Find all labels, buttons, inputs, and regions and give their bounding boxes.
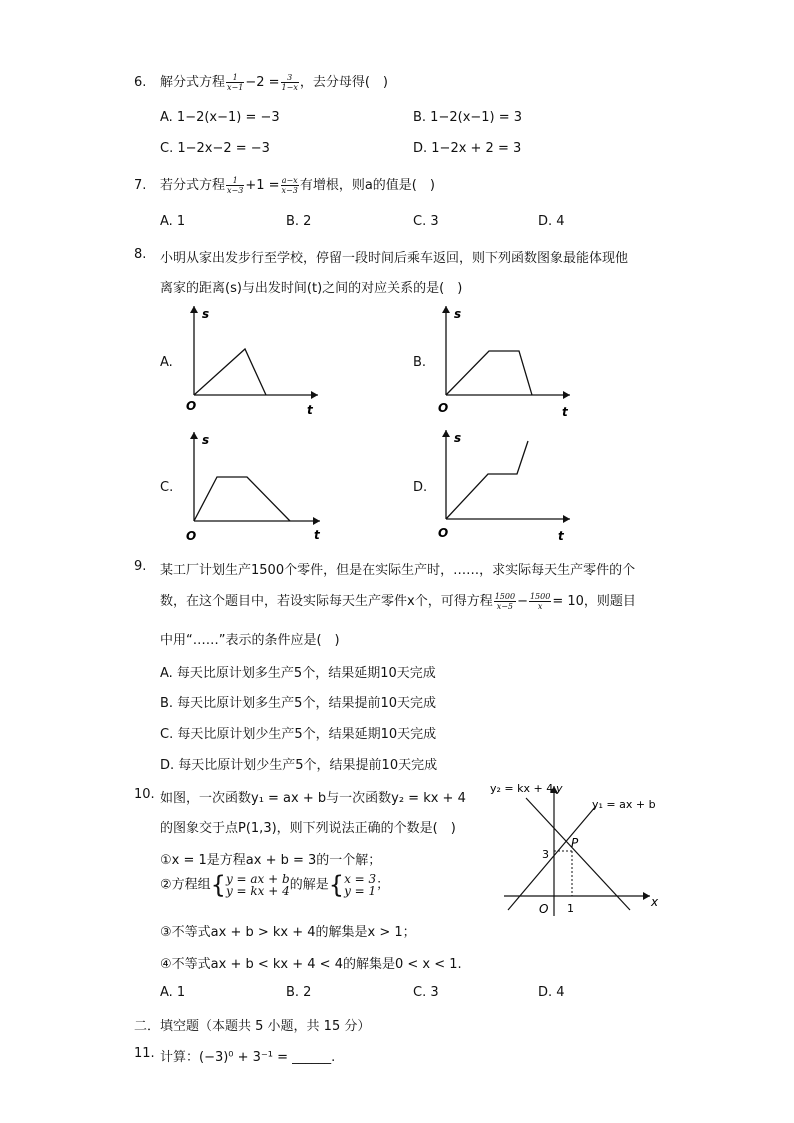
q8-graph-d-y-label: s: [454, 431, 462, 445]
q10-system-2: x = 3 y = 1: [344, 872, 377, 898]
q10-fig-y-axis: y: [556, 782, 563, 795]
q10-fig-tick-y: 3: [542, 848, 549, 861]
q6-fraction-1: $\frac{1}{x-1}$: [227, 73, 244, 92]
q6-stem: [160, 71, 388, 92]
q9-number: 9.: [134, 559, 147, 574]
q11-number: 11.: [134, 1046, 155, 1061]
q8-graph-a-label[interactable]: A.: [160, 355, 173, 370]
q10-statement-3: ③不等式ax + b > kx + 4的解集是x > 1；: [160, 925, 416, 940]
q8-graph-c-x-label: t: [314, 528, 320, 542]
q8-graph-b[interactable]: [432, 300, 582, 420]
q10-option-c[interactable]: C. 3: [413, 985, 439, 1000]
q6-option-a[interactable]: A. 1−2(x−1) = −3: [160, 110, 280, 125]
q8-graph-d-x-label: t: [558, 529, 564, 543]
q8-graph-a-origin: O: [186, 399, 197, 413]
q10-line1: 如图，一次函数y₁ = ax + b与一次函数y₂ = kx + 4: [160, 791, 466, 806]
q10-option-b[interactable]: B. 2: [286, 985, 312, 1000]
q9-line3: 中用“……”表示的条件应是( ): [160, 633, 340, 648]
q9-line1: 某工厂计划生产1500个零件，但是在实际生产时，……，求实际每天生产零件的个: [160, 563, 636, 578]
q10-option-a[interactable]: A. 1: [160, 985, 186, 1000]
q6-fraction-2: $\frac{3}{1-x}$: [281, 73, 298, 92]
q10-fig-origin: O: [539, 902, 549, 916]
q11-text: 计算：(−3)⁰ + 3⁻¹ = ______.: [160, 1050, 336, 1065]
q10-fig-y2-label: y₂ = kx + 4: [490, 782, 554, 795]
q9-minus: −: [517, 594, 528, 609]
q6-stem-a: 解分式方程: [160, 75, 226, 90]
q8-graph-b-y-label: s: [454, 307, 462, 321]
section-2-heading: 二．填空题（本题共 5 小题，共 15 分）: [134, 1019, 371, 1034]
q10-statement-2-a: ②方程组: [160, 877, 211, 893]
q10-number: 10.: [134, 787, 155, 802]
q7-stem-a: 若分式方程: [160, 178, 226, 193]
q9-option-a[interactable]: A. 每天比原计划多生产5个，结果延期10天完成: [160, 666, 436, 681]
q8-graph-d[interactable]: [432, 424, 582, 544]
q7-fraction-2: $\frac{a-x}{x-3}$: [281, 176, 298, 195]
q7-stem-mid: +1 =: [245, 178, 280, 193]
q8-graph-c-y-label: s: [202, 433, 210, 447]
q9-line2: [160, 590, 636, 611]
q9-fraction-1: $\frac{1500}{x-5}$: [494, 592, 516, 611]
q6-option-d[interactable]: D. 1−2x + 2 = 3: [413, 141, 522, 156]
q8-graph-b-label[interactable]: B.: [413, 355, 427, 370]
q8-graph-a[interactable]: [180, 300, 330, 420]
q6-number: 6.: [134, 75, 147, 90]
q7-option-a[interactable]: A. 1: [160, 214, 186, 229]
q8-line2: 离家的距离(s)与出发时间(t)之间的对应关系的是( ): [160, 281, 463, 296]
q7-fraction-1: $\frac{1}{x-3}$: [227, 176, 244, 195]
q6-option-b[interactable]: B. 1−2(x−1) = 3: [413, 110, 523, 125]
q9-fraction-2: $\frac{1500}{x}$: [529, 592, 551, 611]
q9-line2-b: = 10，则题目: [552, 594, 636, 609]
q10-statement-2-b: 的解是: [289, 877, 329, 893]
q9-option-c[interactable]: C. 每天比原计划少生产5个，结果延期10天完成: [160, 727, 437, 742]
q10-fig-tick-x: 1: [567, 902, 574, 915]
q10-fig-x-axis: x: [651, 895, 659, 909]
q10-statement-4: ④不等式ax + b < kx + 4 < 4的解集是0 < x < 1.: [160, 957, 462, 972]
q10-system-1: y = ax + b y = kx + 4: [225, 872, 290, 898]
q10-line2: 的图象交于点P(1,3)，则下列说法正确的个数是( ): [160, 821, 456, 836]
q7-stem: [160, 174, 435, 195]
q8-graph-d-label[interactable]: D.: [413, 480, 428, 495]
q10-option-d[interactable]: D. 4: [538, 985, 565, 1000]
q10-statement-2-c: ；: [376, 877, 390, 893]
q8-graph-b-origin: O: [438, 401, 449, 415]
q10-figure: [486, 776, 666, 926]
q8-graph-c[interactable]: [180, 426, 330, 546]
q8-graph-b-x-label: t: [562, 405, 568, 419]
q9-line2-a: 数，在这个题目中，若设实际每天生产零件x个，可得方程: [160, 594, 493, 609]
q7-option-d[interactable]: D. 4: [538, 214, 565, 229]
q6-stem-b: ，去分母得( ): [299, 75, 388, 90]
q6-option-c[interactable]: C. 1−2x−2 = −3: [160, 141, 270, 156]
q8-graph-a-y-label: s: [202, 307, 210, 321]
q7-option-b[interactable]: B. 2: [286, 214, 312, 229]
q10-line-y1: [508, 806, 596, 910]
q7-option-c[interactable]: C. 3: [413, 214, 439, 229]
q8-line1: 小明从家出发步行至学校，停留一段时间后乘车返回，则下列函数图象最能体现他: [160, 251, 629, 266]
q7-stem-b: 有增根，则a的值是( ): [299, 178, 435, 193]
q9-option-d[interactable]: D. 每天比原计划少生产5个，结果提前10天完成: [160, 758, 438, 773]
q10-fig-point: P: [571, 836, 579, 850]
q10-statement-2: ②方程组{ y = ax + b y = kx + 4 的解是{ x = 3 y = 1 ；: [160, 871, 390, 899]
q9-option-b[interactable]: B. 每天比原计划多生产5个，结果提前10天完成: [160, 696, 436, 711]
q10-statement-1: ①x = 1是方程ax + b = 3的一个解；: [160, 853, 382, 868]
q8-graph-c-label[interactable]: C.: [160, 480, 174, 495]
q8-number: 8.: [134, 247, 147, 262]
q8-graph-d-origin: O: [438, 526, 449, 540]
q6-stem-mid: −2 =: [245, 75, 280, 90]
q8-graph-a-x-label: t: [307, 403, 313, 417]
q10-fig-y1-label: y₁ = ax + b: [592, 798, 656, 811]
q7-number: 7.: [134, 178, 147, 193]
q8-graph-c-origin: O: [186, 529, 197, 543]
